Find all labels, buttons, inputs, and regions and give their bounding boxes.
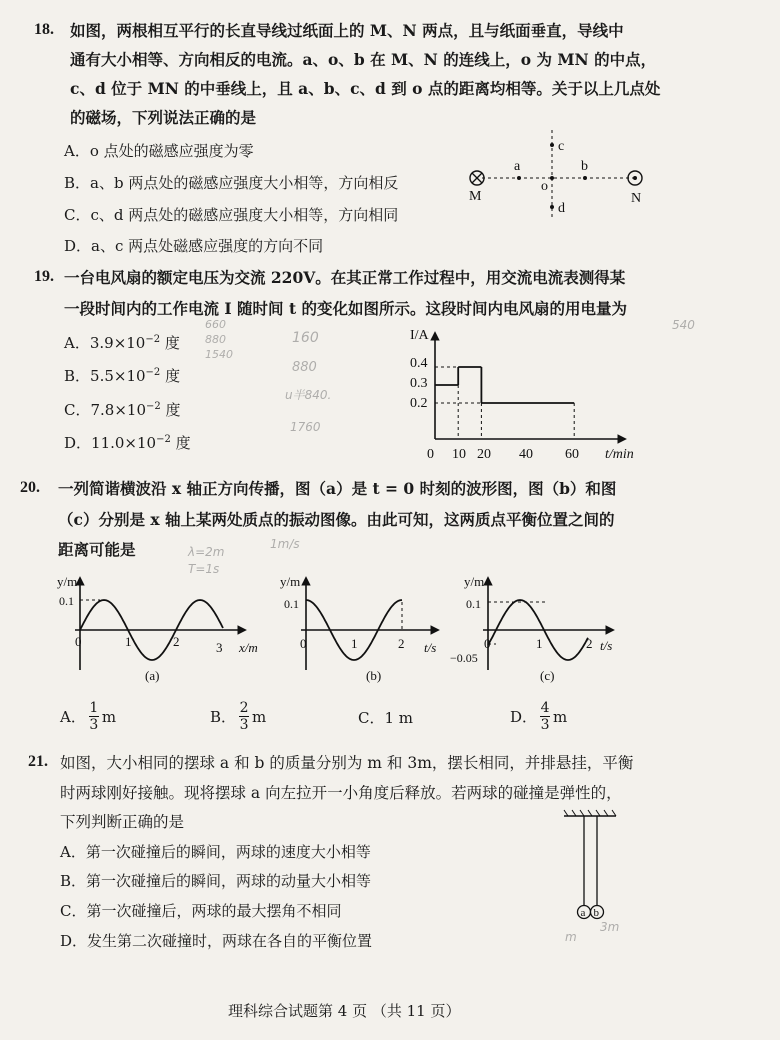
question-text-line: 如图，大小相同的摆球 a 和 b 的质量分别为 m 和 3m，摆长相同，并排悬挂，平衡 [60, 754, 634, 772]
question-number: 21. [28, 753, 48, 770]
handwritten-note: λ=2m [188, 545, 225, 559]
tick-label: 1 [351, 636, 358, 651]
question-text-line: 一列简谐横波沿 x 轴正方向传播，图（a）是 t = 0 时刻的波形图，图（b）和图 [58, 479, 617, 498]
graph-caption: (b) [366, 668, 382, 683]
tick-label: 1 [125, 634, 132, 649]
tick-label: 2 [586, 636, 593, 651]
graph-caption: (c) [540, 668, 555, 683]
option-a: A．第一次碰撞后的瞬间，两球的速度大小相等 [60, 843, 371, 861]
option-b: B．$5.5\times 10^{-2}$ 度 [64, 367, 181, 385]
handwritten-note: 880 [205, 333, 226, 346]
x-tick-label: 60 [565, 447, 579, 462]
option-d: D． 4 3 m [510, 700, 568, 733]
handwritten-note: 1540 [205, 348, 233, 361]
x-axis-label: x/m [239, 640, 258, 655]
current-time-chart [405, 325, 655, 470]
option-c: C．1 m [358, 709, 414, 727]
y-axis-label: I/A [410, 328, 429, 343]
x-tick-label: 40 [519, 447, 533, 462]
option-a: A．o 点处的磁感应强度为零 [64, 142, 254, 160]
x-axis-label: t/s [600, 638, 613, 653]
x-tick-label: 20 [477, 447, 491, 462]
handwritten-note: 160 [292, 330, 319, 346]
tick-label: 3 [216, 640, 223, 655]
tick-label: 2 [398, 636, 405, 651]
amplitude-label: −0.05 [450, 651, 478, 665]
amplitude-label: 0.1 [284, 597, 299, 611]
handwritten-note: u半840. [285, 388, 332, 402]
tick-label: 0 [300, 636, 307, 651]
vibration-graph-c [448, 570, 623, 685]
tick-label: 2 [173, 634, 180, 649]
wave-graph-a [55, 570, 285, 685]
question-text-line: c、d 位于 MN 的中垂线上，且 a、b、c、d 到 o 点的距离均相等。关于以上几点处 [70, 79, 661, 98]
option-c: C．c、d 两点处的磁感应强度大小相等，方向相同 [64, 206, 399, 224]
option-d: D．发生第二次碰撞时，两球在各自的平衡位置 [60, 932, 373, 950]
tick-label: 0 [484, 636, 491, 651]
x-tick-label: 10 [452, 447, 466, 462]
option-b: B．第一次碰撞后的瞬间，两球的动量大小相等 [60, 872, 372, 890]
question-text-line: 通有大小相等、方向相反的电流。a、o、b 在 M、N 的连线上，o 为 MN 的中点， [70, 50, 657, 69]
label-n: N [631, 191, 642, 206]
question-text-line: 下列判断正确的是 [60, 813, 185, 831]
y-axis-label: y/m [57, 574, 78, 589]
amplitude-label: 0.1 [466, 597, 481, 611]
graph-caption: (a) [145, 668, 160, 683]
handwritten-note: 1760 [290, 420, 321, 434]
handwritten-note: m [565, 930, 577, 944]
handwritten-note: 660 [205, 318, 226, 331]
handwritten-note: T=1s [188, 562, 220, 576]
option-a: A．$3.9\times 10^{-2}$ 度 [64, 334, 180, 352]
vibration-graph-b [278, 570, 448, 685]
option-d: D．a、c 两点处磁感应强度的方向不同 [64, 237, 324, 255]
label-a: a [514, 159, 521, 174]
question-text-line: 如图，两根相互平行的长直导线过纸面上的 M、N 两点，且与纸面垂直，导线中 [70, 21, 624, 40]
y-tick-label: 0.3 [410, 376, 428, 391]
question-text-line: 的磁场，下列说法正确的是 [70, 108, 257, 127]
question-number: 18. [34, 21, 54, 38]
question-number: 19. [34, 268, 54, 285]
question-text-line: （c）分别是 x 轴上某两处质点的振动图像。由此可知，这两质点平衡位置之间的 [58, 510, 615, 529]
x-axis-label: t/min [605, 447, 634, 462]
ball-a-label: a [580, 907, 586, 919]
x-tick-label: 0 [427, 447, 434, 462]
ball-b-label: b [593, 907, 599, 919]
tick-label: 0 [75, 634, 82, 649]
handwritten-note: 880 [292, 360, 317, 375]
question-text-line: 距离可能是 [58, 540, 136, 559]
option-b: B． 2 3 m [210, 700, 267, 733]
label-c: c [558, 139, 565, 154]
y-axis-label: y/m [280, 574, 301, 589]
page-footer: 理科综合试题第 4 页 （共 11 页） [228, 1002, 461, 1020]
amplitude-label: 0.1 [59, 594, 74, 608]
handwritten-note: 3m [600, 920, 620, 934]
question-number: 20. [20, 479, 40, 496]
pendulum-figure [560, 808, 620, 926]
handwritten-note: 540 [672, 318, 695, 332]
question-text-line: 一段时间内的工作电流 I 随时间 t 的变化如图所示。这段时间内电风扇的用电量为 [64, 299, 627, 318]
y-axis-label: y/m [464, 574, 485, 589]
option-c: C．第一次碰撞后，两球的最大摆角不相同 [60, 902, 342, 920]
handwritten-note: 1m/s [270, 537, 300, 551]
option-a: A． 1 3 m [60, 700, 117, 733]
wire-field-figure [455, 120, 655, 230]
x-axis-label: t/s [424, 640, 437, 655]
question-text-line: 时两球刚好接触。现将摆球 a 向左拉开一小角度后释放。若两球的碰撞是弹性的， [60, 784, 622, 802]
label-d: d [558, 201, 565, 216]
label-o: o [541, 179, 548, 194]
tick-label: 1 [536, 636, 543, 651]
label-m: M [469, 189, 482, 204]
y-tick-label: 0.4 [410, 356, 428, 371]
question-text-line: 一台电风扇的额定电压为交流 220V。在其正常工作过程中，用交流电流表测得某 [64, 268, 626, 287]
option-d: D．$11.0\times 10^{-2}$ 度 [64, 434, 191, 452]
option-b: B．a、b 两点处的磁感应强度大小相等，方向相反 [64, 174, 399, 192]
option-c: C．$7.8\times 10^{-2}$ 度 [64, 401, 181, 419]
label-b: b [581, 159, 588, 174]
y-tick-label: 0.2 [410, 396, 428, 411]
